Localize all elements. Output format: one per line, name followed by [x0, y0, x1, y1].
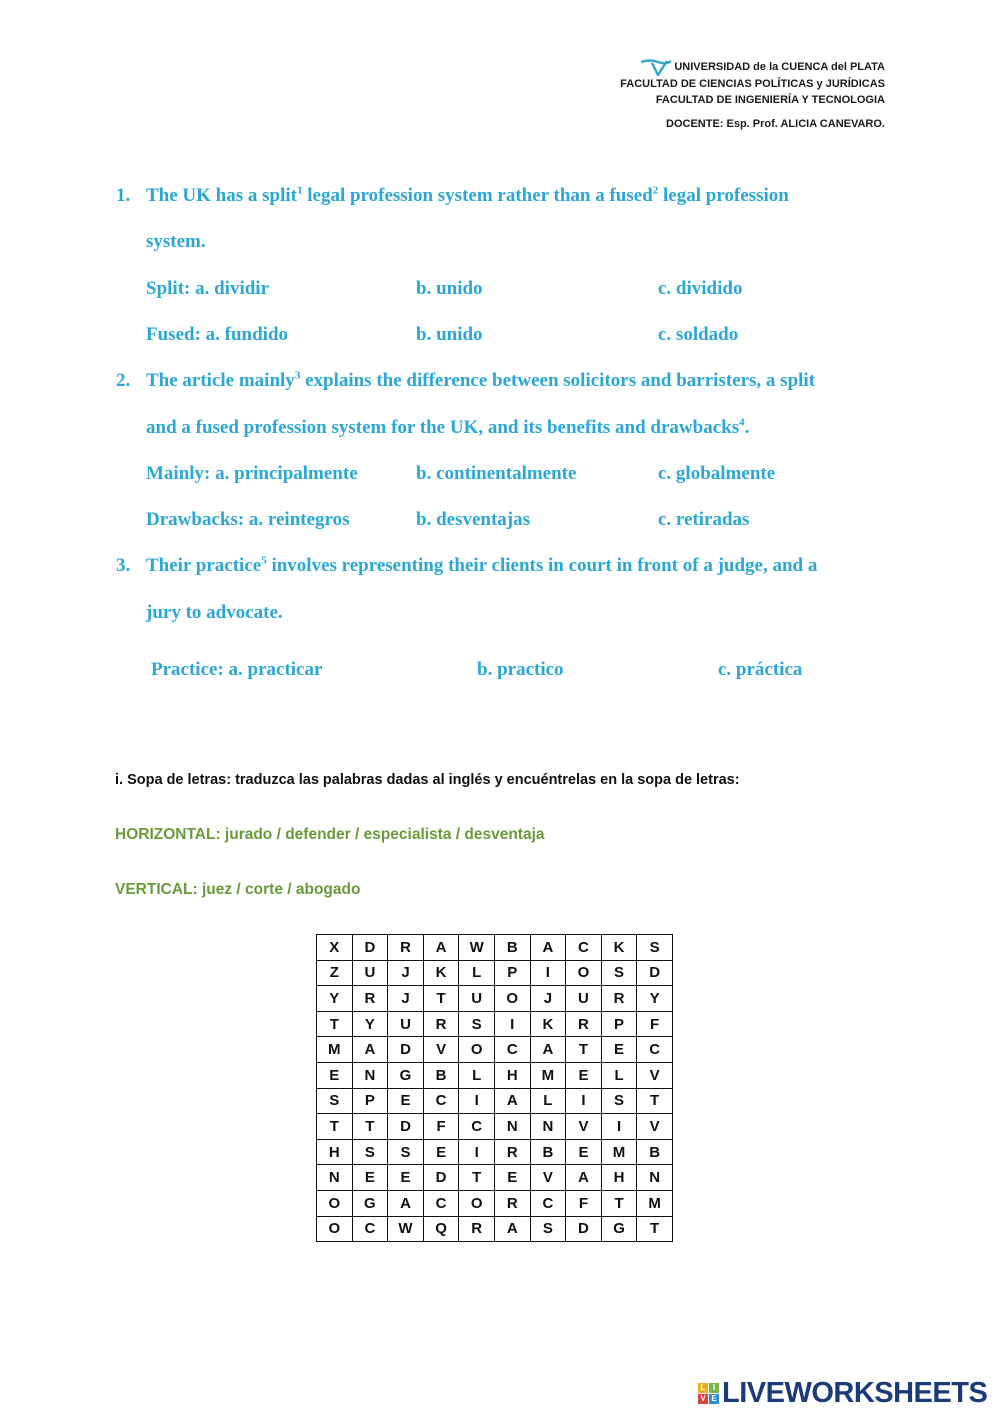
grid-cell[interactable]: U	[388, 1011, 424, 1037]
grid-cell[interactable]: B	[423, 1062, 459, 1088]
grid-cell[interactable]: W	[388, 1216, 424, 1242]
grid-row	[317, 1165, 673, 1191]
grid-cell[interactable]: T	[423, 986, 459, 1012]
option-drawbacks-b[interactable]: b. desventajas	[416, 509, 531, 530]
faculty-politicas: FACULTAD DE CIENCIAS POLÍTICAS y JURÍDICAS	[620, 78, 885, 90]
word-search-grid[interactable]	[316, 934, 673, 1242]
grid-cell[interactable]: T	[317, 1011, 353, 1037]
option-fused-a[interactable]: Fused: a. fundido	[146, 324, 289, 345]
grid-row	[317, 1190, 673, 1216]
grid-cell[interactable]: R	[423, 1011, 459, 1037]
grid-cell[interactable]: I	[459, 1139, 495, 1165]
grid-cell[interactable]: S	[317, 1088, 353, 1114]
grid-cell[interactable]: R	[459, 1216, 495, 1242]
question-3-text: Their practice$^5$ involves representing their clients in court in front of a judge, and a	[146, 554, 818, 576]
liveworksheets-wordmark: LIVEWORKSHEETS	[722, 1377, 988, 1409]
grid-cell[interactable]: P	[601, 1011, 637, 1037]
grid-cell[interactable]: R	[494, 1190, 530, 1216]
grid-cell[interactable]: C	[566, 935, 602, 961]
grid-cell[interactable]: E	[388, 1165, 424, 1191]
grid-cell[interactable]: T	[637, 1216, 673, 1242]
university-name: UNIVERSIDAD de la CUENCA del PLATA	[674, 61, 885, 73]
grid-cell[interactable]: D	[637, 960, 673, 986]
grid-cell[interactable]: A	[494, 1088, 530, 1114]
grid-cell[interactable]: S	[601, 1088, 637, 1114]
grid-cell[interactable]: N	[637, 1165, 673, 1191]
grid-cell[interactable]: L	[459, 960, 495, 986]
option-practice-c[interactable]: c. práctica	[718, 659, 803, 680]
grid-cell[interactable]: A	[352, 1037, 388, 1063]
question-3-number: 3.	[116, 555, 131, 576]
grid-cell[interactable]: H	[494, 1062, 530, 1088]
option-drawbacks-c[interactable]: c. retiradas	[658, 509, 750, 530]
option-split-b[interactable]: b. unido	[416, 278, 483, 299]
grid-cell[interactable]: V	[637, 1114, 673, 1140]
docente-line: DOCENTE: Esp. Prof. ALICIA CANEVARO.	[666, 118, 885, 130]
grid-cell[interactable]: A	[494, 1216, 530, 1242]
grid-cell[interactable]: C	[423, 1190, 459, 1216]
grid-cell[interactable]: C	[494, 1037, 530, 1063]
institution-header	[465, 58, 885, 132]
grid-cell[interactable]: T	[459, 1165, 495, 1191]
grid-cell[interactable]: R	[566, 1011, 602, 1037]
grid-cell[interactable]: R	[388, 935, 424, 961]
grid-cell[interactable]: M	[530, 1062, 566, 1088]
grid-cell[interactable]: F	[423, 1114, 459, 1140]
liveworksheets-logo-icon	[698, 1383, 719, 1404]
question-1-text: The UK has a split$^1$ legal profession system rather than a fused$^2$ legal profession	[146, 184, 789, 206]
grid-row	[317, 960, 673, 986]
grid-cell[interactable]: O	[317, 1190, 353, 1216]
grid-cell[interactable]: H	[601, 1165, 637, 1191]
grid-cell[interactable]: I	[530, 960, 566, 986]
grid-cell[interactable]: U	[459, 986, 495, 1012]
grid-cell[interactable]: I	[601, 1114, 637, 1140]
grid-row	[317, 1088, 673, 1114]
logo-letter-i: I	[709, 1383, 719, 1393]
grid-cell[interactable]: Y	[317, 986, 353, 1012]
grid-cell[interactable]: T	[601, 1190, 637, 1216]
grid-cell[interactable]: I	[566, 1088, 602, 1114]
grid-cell[interactable]: G	[352, 1190, 388, 1216]
grid-cell[interactable]: S	[530, 1216, 566, 1242]
vertical-words: VERTICAL: juez / corte / abogado	[115, 881, 361, 898]
grid-row	[317, 1037, 673, 1063]
grid-cell[interactable]: V	[566, 1114, 602, 1140]
word-search-instructions: i. Sopa de letras: traduzca las palabras dadas al inglés y encuéntrelas en la sopa de letras:	[115, 772, 740, 788]
grid-cell[interactable]: O	[494, 986, 530, 1012]
grid-cell[interactable]: A	[566, 1165, 602, 1191]
logo-letter-e: E	[709, 1394, 719, 1404]
option-practice-a[interactable]: Practice: a. practicar	[151, 659, 323, 680]
grid-cell[interactable]: E	[566, 1139, 602, 1165]
grid-cell[interactable]: B	[637, 1139, 673, 1165]
option-mainly-c[interactable]: c. globalmente	[658, 463, 776, 484]
grid-cell[interactable]: U	[352, 960, 388, 986]
logo-letter-l: L	[698, 1383, 708, 1393]
grid-cell[interactable]: C	[530, 1190, 566, 1216]
grid-row	[317, 1216, 673, 1242]
grid-cell[interactable]: D	[423, 1165, 459, 1191]
grid-cell[interactable]: T	[352, 1114, 388, 1140]
grid-cell[interactable]: V	[423, 1037, 459, 1063]
grid-cell[interactable]: M	[601, 1139, 637, 1165]
grid-cell[interactable]: I	[494, 1011, 530, 1037]
grid-cell[interactable]: U	[566, 986, 602, 1012]
grid-row	[317, 1114, 673, 1140]
university-line	[465, 58, 885, 76]
grid-cell[interactable]: G	[601, 1216, 637, 1242]
grid-cell[interactable]: S	[637, 935, 673, 961]
grid-cell[interactable]: E	[423, 1139, 459, 1165]
grid-row	[317, 935, 673, 961]
grid-cell[interactable]: V	[530, 1165, 566, 1191]
grid-cell[interactable]: Y	[352, 1011, 388, 1037]
grid-cell[interactable]: B	[494, 935, 530, 961]
grid-cell[interactable]: J	[388, 960, 424, 986]
grid-cell[interactable]: D	[388, 1114, 424, 1140]
grid-cell[interactable]: I	[459, 1088, 495, 1114]
horizontal-words: HORIZONTAL: jurado / defender / especialista / desventaja	[115, 826, 545, 843]
grid-cell[interactable]: J	[530, 986, 566, 1012]
faculty-ingenieria: FACULTAD DE INGENIERÍA Y TECNOLOGIA	[655, 94, 885, 106]
grid-cell[interactable]: S	[459, 1011, 495, 1037]
grid-cell[interactable]: Y	[637, 986, 673, 1012]
grid-cell[interactable]: S	[388, 1139, 424, 1165]
grid-cell[interactable]: Q	[423, 1216, 459, 1242]
grid-cell[interactable]: R	[601, 986, 637, 1012]
grid-cell[interactable]: N	[530, 1114, 566, 1140]
grid-cell[interactable]: S	[352, 1139, 388, 1165]
grid-cell[interactable]: E	[352, 1165, 388, 1191]
university-logo-icon	[640, 58, 672, 76]
option-split-c[interactable]: c. dividido	[658, 278, 743, 299]
grid-cell[interactable]: X	[317, 935, 353, 961]
grid-cell[interactable]: P	[352, 1088, 388, 1114]
grid-cell[interactable]: C	[352, 1216, 388, 1242]
grid-row	[317, 986, 673, 1012]
grid-cell[interactable]: O	[566, 960, 602, 986]
question-2-number: 2.	[116, 370, 131, 391]
grid-cell[interactable]: A	[530, 1037, 566, 1063]
grid-cell[interactable]: N	[352, 1062, 388, 1088]
grid-cell[interactable]: E	[601, 1037, 637, 1063]
grid-cell[interactable]: T	[317, 1114, 353, 1140]
grid-cell[interactable]: T	[566, 1037, 602, 1063]
option-fused-b[interactable]: b. unido	[416, 324, 483, 345]
grid-cell[interactable]: A	[423, 935, 459, 961]
grid-cell[interactable]: P	[494, 960, 530, 986]
grid-cell[interactable]: M	[637, 1190, 673, 1216]
grid-cell[interactable]: E	[494, 1165, 530, 1191]
grid-cell[interactable]: C	[423, 1088, 459, 1114]
grid-cell[interactable]: C	[459, 1114, 495, 1140]
logo-letter-v: V	[698, 1394, 708, 1404]
grid-cell[interactable]: F	[566, 1190, 602, 1216]
grid-cell[interactable]: L	[601, 1062, 637, 1088]
grid-cell[interactable]: N	[317, 1165, 353, 1191]
grid-cell[interactable]: R	[352, 986, 388, 1012]
grid-cell[interactable]: S	[601, 960, 637, 986]
grid-cell[interactable]: E	[388, 1088, 424, 1114]
grid-row	[317, 1011, 673, 1037]
grid-cell[interactable]: M	[317, 1037, 353, 1063]
grid-cell[interactable]: K	[601, 935, 637, 961]
question-1-number: 1.	[116, 185, 131, 206]
grid-cell[interactable]: A	[388, 1190, 424, 1216]
grid-cell[interactable]: E	[317, 1062, 353, 1088]
grid-cell[interactable]: R	[494, 1139, 530, 1165]
option-split-a[interactable]: Split: a. dividir	[146, 278, 269, 299]
question-2-text: The article mainly$^3$ explains the difference between solicitors and barristers, a split	[146, 369, 816, 391]
grid-cell[interactable]: D	[388, 1037, 424, 1063]
grid-cell[interactable]: G	[388, 1062, 424, 1088]
grid-cell[interactable]: O	[459, 1037, 495, 1063]
grid-cell[interactable]: O	[317, 1216, 353, 1242]
grid-cell[interactable]: L	[530, 1088, 566, 1114]
grid-cell[interactable]: N	[494, 1114, 530, 1140]
grid-cell[interactable]: K	[530, 1011, 566, 1037]
option-drawbacks-a[interactable]: Drawbacks: a. reintegros	[146, 509, 350, 530]
grid-cell[interactable]: W	[459, 935, 495, 961]
grid-cell[interactable]: T	[637, 1088, 673, 1114]
grid-cell[interactable]: D	[352, 935, 388, 961]
option-practice-b[interactable]: b. practico	[477, 659, 564, 680]
grid-cell[interactable]: C	[637, 1037, 673, 1063]
grid-row	[317, 1139, 673, 1165]
grid-cell[interactable]: V	[637, 1062, 673, 1088]
grid-cell[interactable]: B	[530, 1139, 566, 1165]
grid-cell[interactable]: Z	[317, 960, 353, 986]
liveworksheets-brand	[698, 1377, 987, 1410]
grid-cell[interactable]: H	[317, 1139, 353, 1165]
option-mainly-a[interactable]: Mainly: a. principalmente	[146, 463, 358, 484]
grid-cell[interactable]: O	[459, 1190, 495, 1216]
grid-cell[interactable]: F	[637, 1011, 673, 1037]
grid-cell[interactable]: L	[459, 1062, 495, 1088]
grid-cell[interactable]: E	[566, 1062, 602, 1088]
grid-cell[interactable]: D	[566, 1216, 602, 1242]
grid-cell[interactable]: A	[530, 935, 566, 961]
option-mainly-b[interactable]: b. continentalmente	[416, 463, 577, 484]
grid-cell[interactable]: K	[423, 960, 459, 986]
grid-cell[interactable]: J	[388, 986, 424, 1012]
option-fused-c[interactable]: c. soldado	[658, 324, 739, 345]
grid-row	[317, 1062, 673, 1088]
